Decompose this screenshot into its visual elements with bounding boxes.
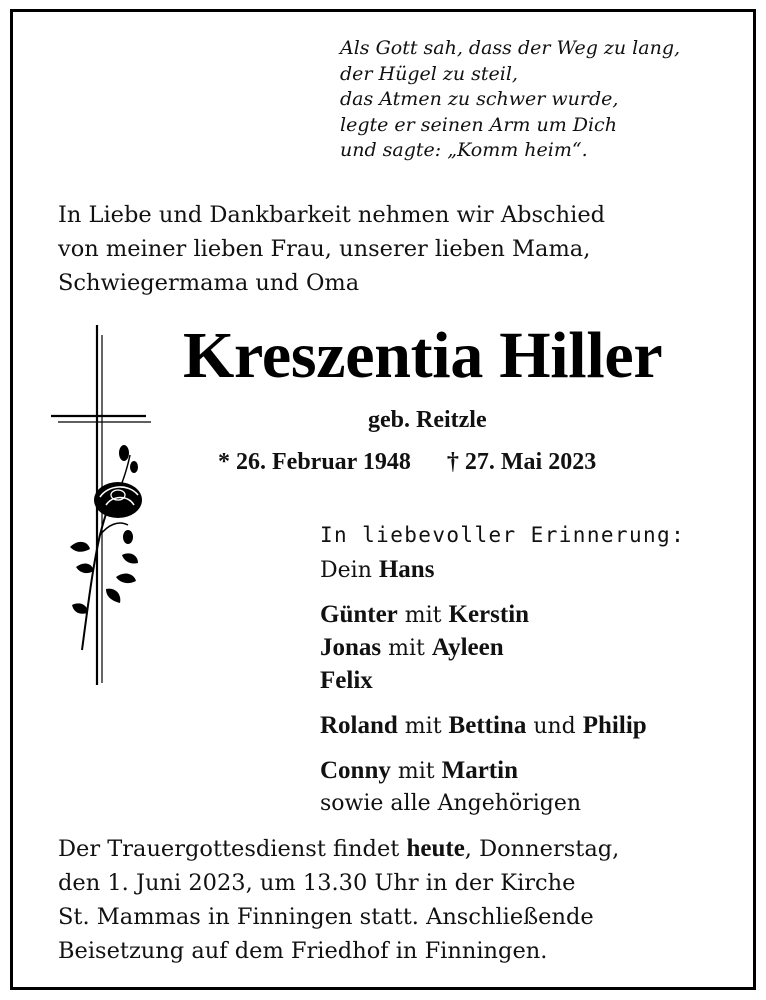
service-line: Beisetzung auf dem Friedhof in Finningen. [58, 938, 548, 964]
service-line: St. Mammas in Finningen statt. Anschließende [58, 904, 594, 930]
death-date: † 27. Mai 2023 [446, 449, 597, 475]
mourner-name: Kerstin [448, 601, 530, 628]
mourner-name: Roland [320, 712, 398, 739]
service-text: , Donnerstag, [464, 836, 620, 862]
intro-line: Schwiegermama und Oma [58, 270, 360, 296]
mourner-connector: mit [397, 714, 449, 739]
intro-line: In Liebe und Dankbarkeit nehmen wir Abschied [58, 202, 606, 228]
poem-line: legte er seinen Arm um Dich [340, 113, 617, 136]
birth-date: * 26. Februar 1948 [218, 449, 411, 475]
mourner-connector: mit [390, 759, 442, 784]
mourners-list [320, 554, 647, 820]
mourner-family [320, 632, 647, 665]
poem-line: Als Gott sah, dass der Weg zu lang, [340, 37, 681, 59]
poem-line: das Atmen zu schwer wurde, [340, 88, 619, 110]
mourner-name: Felix [320, 667, 373, 694]
service-line: den 1. Juni 2023, um 13.30 Uhr in der Kirche [58, 870, 576, 896]
mourner-connector: mit [397, 603, 449, 628]
mourner-family [320, 710, 647, 743]
service-line [58, 832, 619, 866]
mourner-name: Jonas [320, 634, 382, 661]
mourner-name: Günter [320, 601, 398, 628]
intro-text [58, 198, 605, 300]
mourner-family [320, 665, 647, 698]
memory-heading: In liebevoller Erinnerung: [320, 523, 686, 547]
life-dates [218, 449, 596, 476]
poem-line: der Hügel zu steil, [340, 62, 518, 85]
poem-line: und sagte: „Komm heim“. [340, 139, 588, 161]
mourner-name: Bettina [448, 712, 527, 739]
mourner-name: Hans [378, 556, 435, 583]
mourner-family [320, 599, 647, 632]
mourner-spouse [320, 554, 647, 587]
mourner-name: Philip [582, 712, 647, 739]
maiden-name: geb. Reitzle [368, 407, 487, 433]
poem [340, 36, 680, 164]
intro-line: von meiner lieben Frau, unserer lieben Mama, [58, 236, 591, 262]
deceased-name: Kreszentia Hiller [183, 319, 663, 392]
mourner-closing: sowie alle Angehörigen [320, 791, 582, 816]
mourner-family [320, 755, 647, 788]
mourner-connector: und [526, 714, 583, 739]
service-info [58, 832, 619, 968]
mourner-connector: mit [381, 636, 432, 661]
mourner-name: Martin [441, 757, 518, 784]
mourner-prefix: Dein [320, 558, 379, 583]
service-highlight: heute [406, 835, 465, 862]
cross-with-rose-icon [48, 325, 158, 690]
service-text: Der Trauergottesdienst findet [58, 836, 407, 862]
mourner-name: Conny [320, 757, 391, 784]
mourner-name: Ayleen [431, 634, 504, 661]
